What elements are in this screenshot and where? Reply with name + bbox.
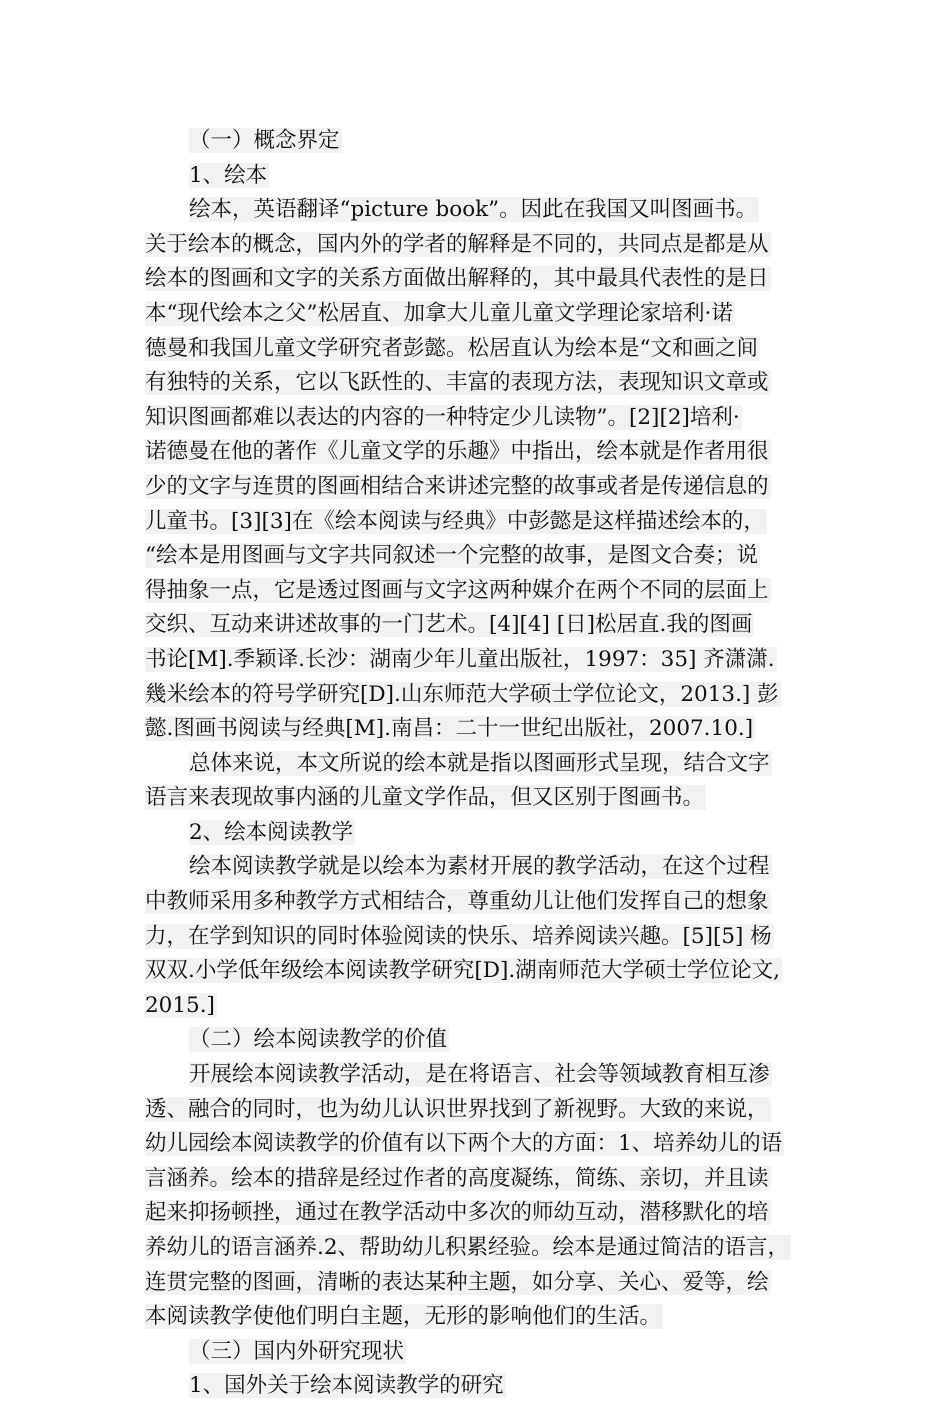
text-line <box>145 1231 817 1266</box>
text-line-content: 总体来说，本文所说的绘本就是指以图画形式呈现，结合文字 <box>189 750 770 776</box>
text-line-content: 交织、互动来讲述故事的一门艺术。[4][4] [日]松居直.我的图画 <box>145 612 753 638</box>
text-line <box>145 954 817 989</box>
text-line <box>145 643 817 678</box>
text-line-content: 儿童书。[3][3]在《绘本阅读与经典》中彭懿是这样描述绘本的， <box>145 508 765 534</box>
text-line <box>145 747 817 782</box>
text-line-content: “绘本是用图画与文字共同叙述一个完整的故事，是图文合奏；说 <box>145 543 758 569</box>
text-line <box>145 850 817 885</box>
text-line <box>145 228 817 263</box>
text-line-content: 绘本阅读教学就是以绘本为素材开展的教学活动，在这个过程 <box>189 854 770 880</box>
text-line <box>145 885 817 920</box>
text-line <box>145 781 817 816</box>
text-line <box>145 1369 817 1404</box>
text-line-content: （一）概念界定 <box>189 128 340 153</box>
document-body <box>145 124 817 1404</box>
text-line-content: 得抽象一点，它是透过图画与文字这两种媒介在两个不同的层面上 <box>145 577 769 603</box>
text-line-content: 双双.小学低年级绘本阅读教学研究[D].湖南师范大学硕士学位论文, <box>145 958 781 984</box>
text-line-content: 中教师采用多种教学方式相结合，尊重幼儿让他们发挥自己的想象 <box>145 889 769 915</box>
text-line-content: 2015.] <box>145 992 215 1018</box>
text-line <box>145 1196 817 1231</box>
text-line-content: 书论[M].季颖译.长沙：湖南少年儿童出版社，1997：35] 齐潇潇. <box>145 646 775 672</box>
text-line <box>145 1093 817 1128</box>
text-line <box>145 1023 817 1058</box>
text-line <box>145 1300 817 1335</box>
text-line <box>145 678 817 713</box>
text-line <box>145 574 817 609</box>
text-line <box>145 332 817 367</box>
text-line-content: 养幼儿的语言涵养.2、帮助幼儿积累经验。绘本是通过简洁的语言， <box>145 1235 790 1260</box>
text-line <box>145 401 817 436</box>
text-line <box>145 435 817 470</box>
text-line <box>145 470 817 505</box>
text-line-content: 关于绘本的概念，国内外的学者的解释是不同的，共同点是都是从 <box>145 231 769 257</box>
text-line <box>145 712 817 747</box>
text-line <box>145 505 817 540</box>
text-line <box>145 539 817 574</box>
text-line-content: 语言来表现故事内涵的儿童文学作品，但又区别于图画书。 <box>145 785 705 811</box>
text-line-content: （二）绘本阅读教学的价值 <box>189 1027 448 1053</box>
text-line-content: 幾米绘本的符号学研究[D].山东师范大学硕士学位论文，2013.] 彭 <box>145 681 779 707</box>
text-line-content: 透、融合的同时，也为幼儿认识世界找到了新视野。大致的来说， <box>145 1096 769 1122</box>
text-line-content: 本阅读教学使他们明白主题，无形的影响他们的生活。 <box>145 1304 662 1330</box>
text-line-content: 开展绘本阅读教学活动，是在将语言、社会等领域教育相互渗 <box>189 1062 770 1088</box>
text-line <box>145 1127 817 1162</box>
text-line-content: 少的文字与连贯的图画相结合来讲述完整的故事或者是传递信息的 <box>145 473 769 499</box>
text-line-content: 绘本，英语翻译“picture book”。因此在我国又叫图画书。 <box>189 197 758 223</box>
text-line-content: 绘本的图画和文字的关系方面做出解释的，其中最具代表性的是日 <box>145 266 769 292</box>
text-line-content: 力，在学到知识的同时体验阅读的快乐、培养阅读兴趣。[5][5] 杨 <box>145 923 772 949</box>
text-line <box>145 608 817 643</box>
text-line-content: 1、国外关于绘本阅读教学的研究 <box>189 1373 504 1399</box>
text-line <box>145 816 817 851</box>
text-line-content: 言涵养。绘本的措辞是经过作者的高度凝练，简练、亲切，并且读 <box>145 1165 769 1191</box>
text-line <box>145 366 817 401</box>
text-line <box>145 1058 817 1093</box>
text-line-content: 起来抑扬顿挫，通过在教学活动中多次的师幼互动，潜移默化的培 <box>145 1200 769 1226</box>
text-line-content: 有独特的关系，它以飞跃性的、丰富的表现方法，表现知识文章或 <box>145 370 769 396</box>
text-line <box>145 297 817 332</box>
text-line-content: 知识图画都难以表达的内容的一种特定少儿读物”。[2][2]培利· <box>145 404 740 430</box>
text-line <box>145 989 817 1024</box>
text-line-content: 幼儿园绘本阅读教学的价值有以下两个大的方面：1、培养幼儿的语 <box>145 1131 783 1157</box>
text-line <box>145 193 817 228</box>
text-line-content: 1、绘本 <box>189 162 268 188</box>
text-line <box>145 1335 817 1370</box>
text-line <box>145 1162 817 1197</box>
text-line <box>145 262 817 297</box>
text-line <box>145 124 817 159</box>
text-line-content: 德曼和我国儿童文学研究者彭懿。松居直认为绘本是“文和画之间 <box>145 335 758 361</box>
text-line-content: 本“现代绘本之父”松居直、加拿大儿童儿童文学理论家培利·诺 <box>145 300 733 326</box>
text-line-content: 2、绘本阅读教学 <box>189 819 354 845</box>
text-line <box>145 1266 817 1301</box>
text-line-content: 诺德曼在他的著作《儿童文学的乐趣》中指出，绘本就是作者用很 <box>145 439 769 465</box>
text-line-content: 连贯完整的图画，清晰的表达某种主题，如分享、关心、爱等，绘 <box>145 1269 769 1295</box>
text-line <box>145 920 817 955</box>
text-line-content: （三）国内外研究现状 <box>189 1338 405 1364</box>
text-line <box>145 159 817 194</box>
text-line-content: 懿.图画书阅读与经典[M].南昌：二十一世纪出版社，2007.10.] <box>145 716 754 742</box>
